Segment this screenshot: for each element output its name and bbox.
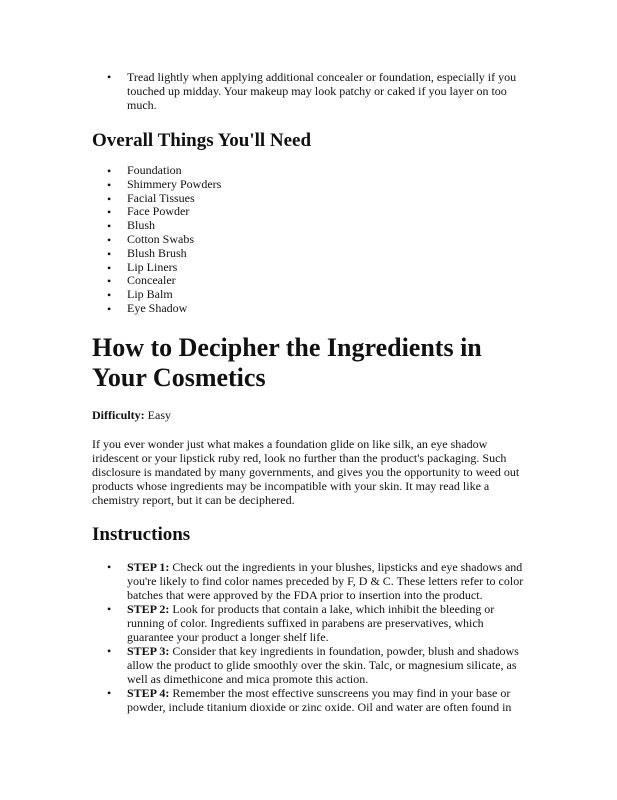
list-item: • Facial Tissues	[127, 192, 532, 206]
list-item: • Blush	[127, 219, 532, 233]
step-label: STEP 3:	[127, 643, 170, 658]
list-item: • Face Powder	[127, 205, 532, 219]
needs-heading: Overall Things You'll Need	[92, 130, 312, 151]
document-page	[92, 70, 532, 714]
step-text: Check out the ingredients in your blushes, lipsticks and eye shadows and you're likely to find color names preceded by F, D & C. These letters refer to color batches that were approved by the FDA prior to insertion into the product.	[127, 559, 524, 602]
step-item	[127, 560, 532, 602]
step-text: Remember the most effective sunscreens you may find in your base or powder, include titanium dioxide or zinc oxide. Oil and water are often found in	[127, 685, 512, 714]
instructions-heading: Instructions	[92, 523, 191, 545]
step-label: STEP 4:	[127, 685, 170, 700]
step-label: STEP 1:	[127, 559, 170, 574]
step-label: STEP 2:	[127, 601, 170, 616]
step-text: Look for products that contain a lake, which inhibit the bleeding or running of color. Ingredients suffixed in parabens are preservatives, which guarantee your product a longer shelf life.	[127, 601, 495, 644]
list-item: • Shimmery Powders	[127, 178, 532, 192]
difficulty-line	[92, 408, 532, 422]
step-item	[127, 602, 532, 644]
list-item: • Lip Balm	[127, 288, 532, 302]
list-item: • Blush Brush	[127, 247, 532, 261]
needs-list	[92, 164, 532, 316]
article-title: How to Decipher the Ingredients in Your Cosmetics	[92, 332, 482, 392]
list-item: • Cotton Swabs	[127, 233, 532, 247]
list-item: • Eye Shadow	[127, 302, 532, 316]
list-item: • Tread lightly when applying additional concealer or foundation, especially if you touched up midday. Your makeup may look patchy or caked if you layer on too much.	[127, 70, 532, 112]
difficulty-value: Easy	[144, 407, 171, 422]
step-item	[127, 686, 532, 714]
step-item	[127, 644, 532, 686]
tips-list	[92, 70, 532, 112]
difficulty-label: Difficulty:	[92, 407, 145, 422]
steps-list	[92, 560, 532, 714]
list-item: • Concealer	[127, 274, 532, 288]
intro-paragraph: If you ever wonder just what makes a foundation glide on like silk, an eye shadow iridescent or your lipstick ruby red, look no further than the product's packaging. Such disclosure is mandated by many governments, and gives you the opportunity to weed out products whose ingredients may be incompatible with your skin. It may read like a chemistry report, but it can be deciphered.	[92, 436, 520, 507]
list-item: • Foundation	[127, 164, 532, 178]
step-text: Consider that key ingredients in foundation, powder, blush and shadows allow the product to glide smoothly over the skin. Talc, or magnesium silicate, as well as dimethicone and mica promote this action.	[127, 643, 519, 686]
list-item: • Lip Liners	[127, 261, 532, 275]
